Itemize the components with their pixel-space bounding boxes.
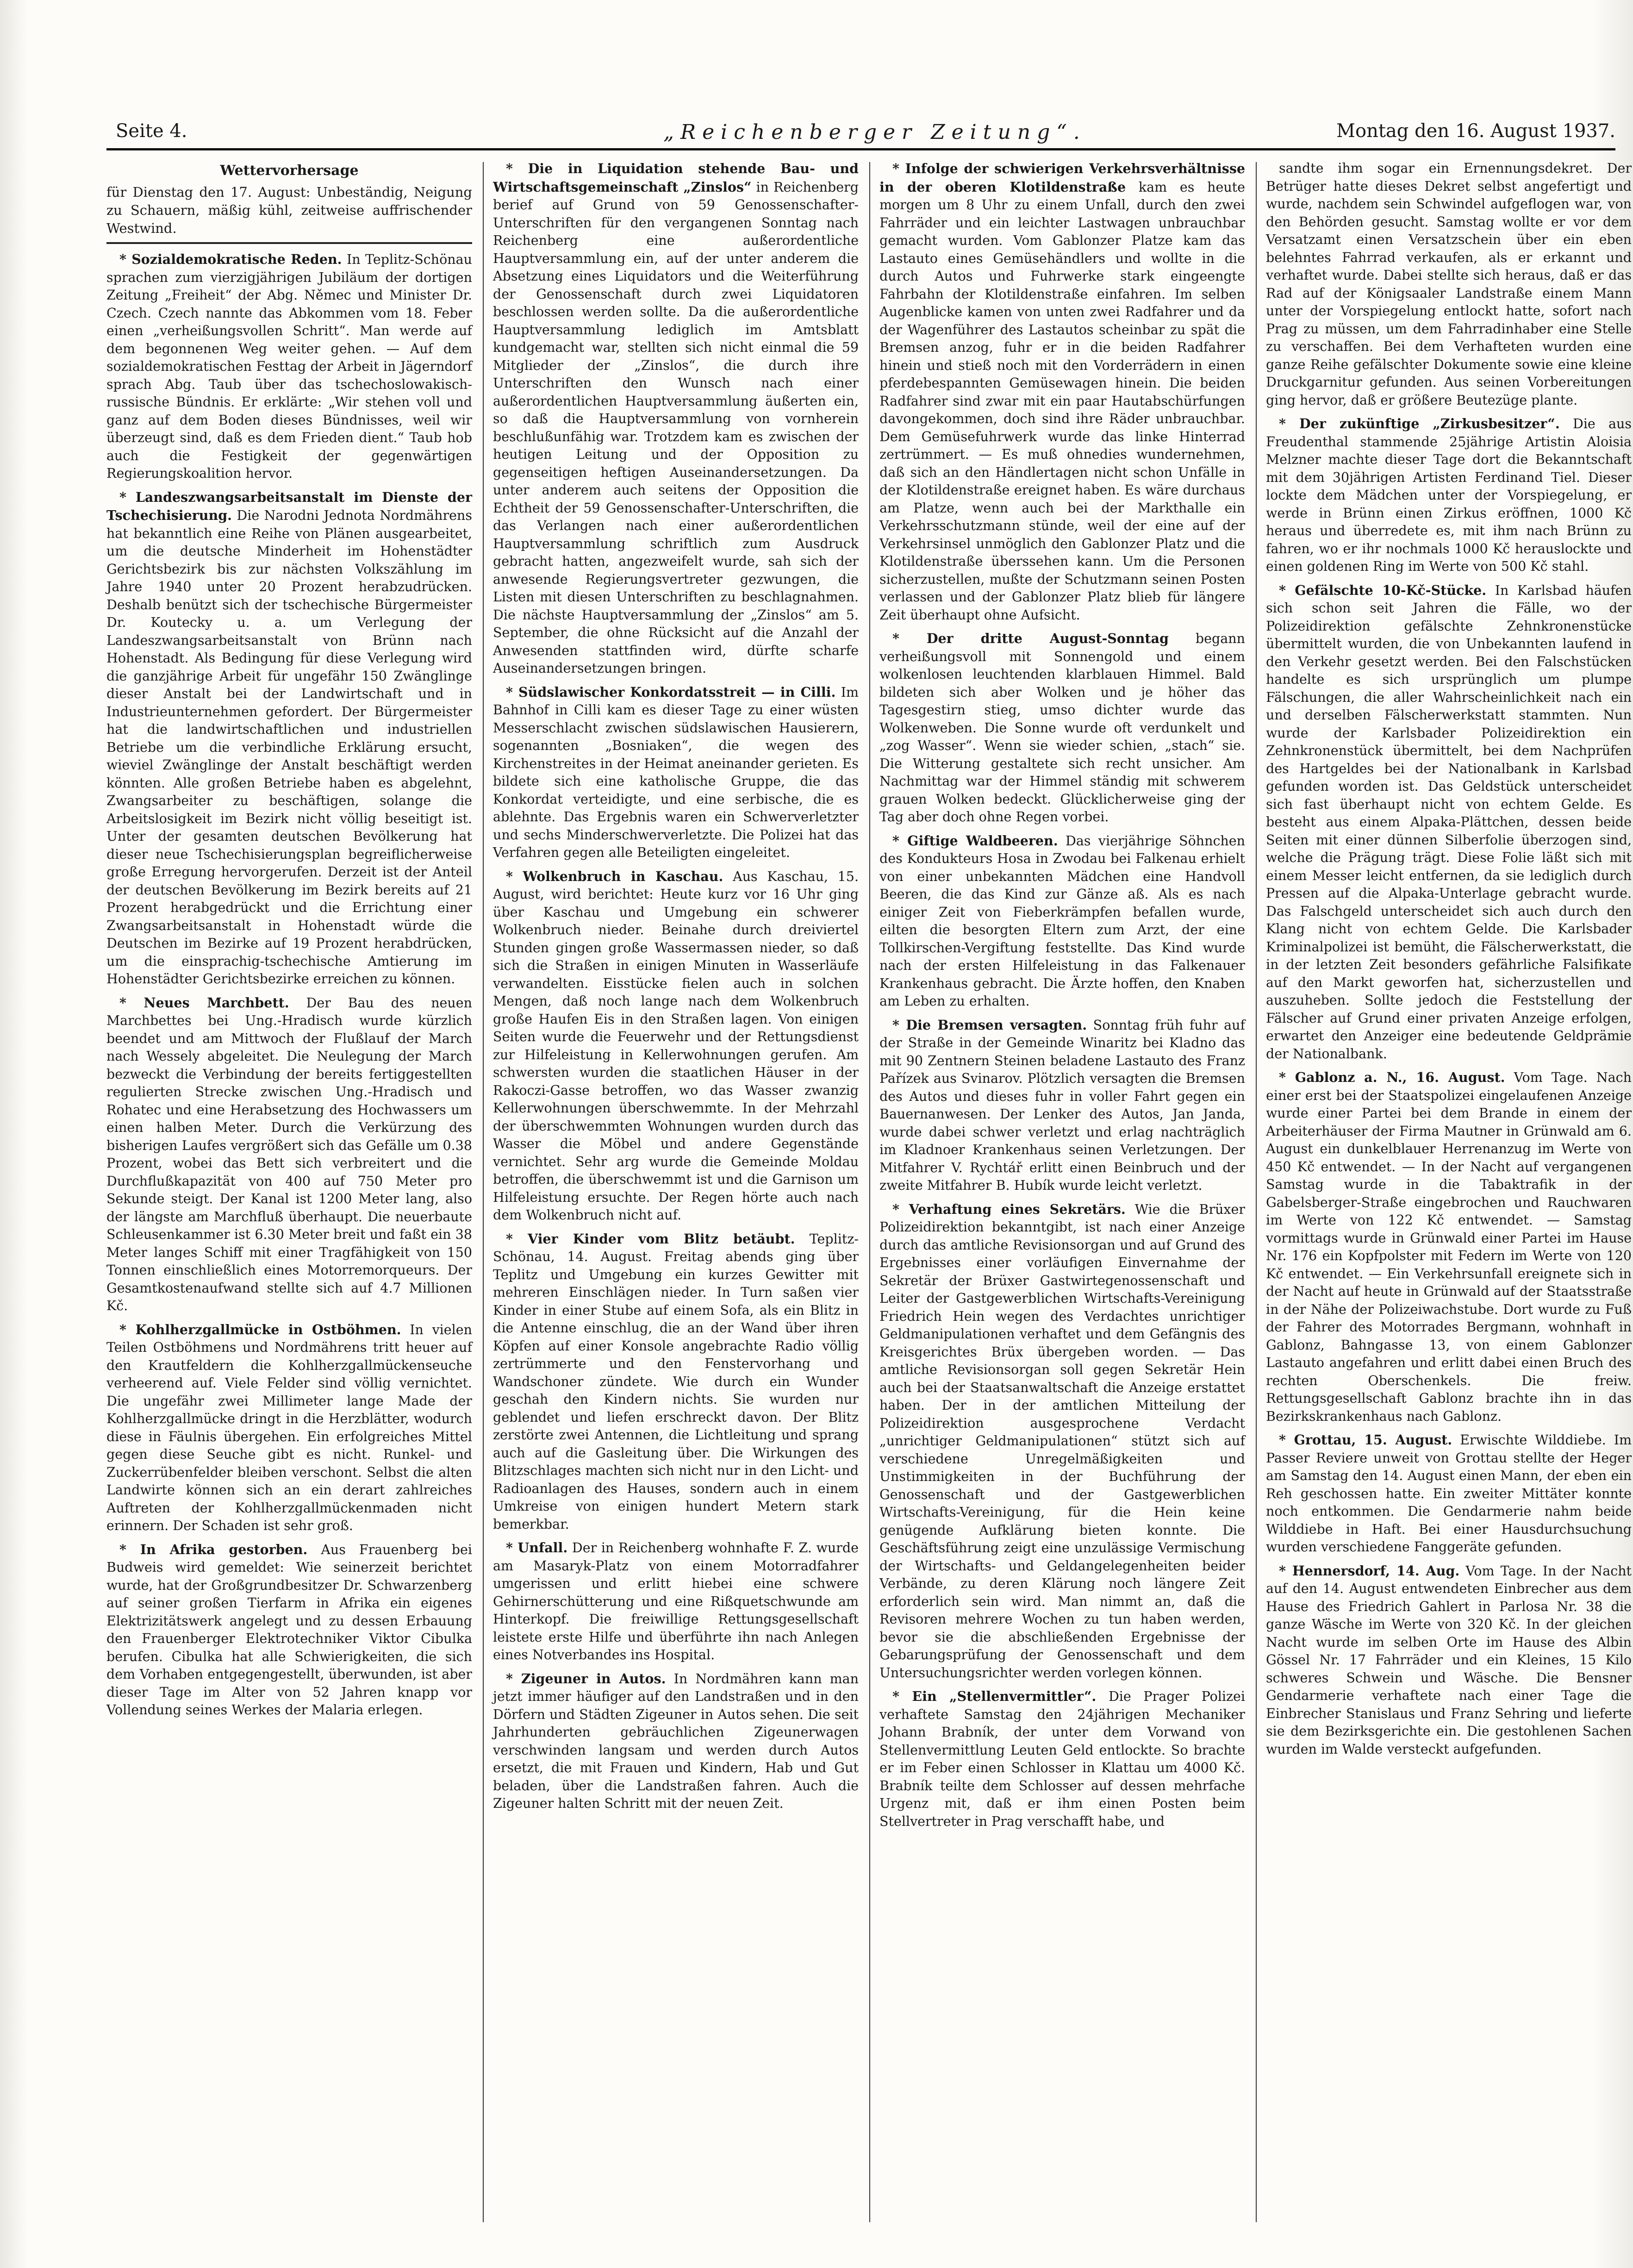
- article-body: In Teplitz-Schönau sprachen zum vierzigjährigen Jubiläum der dortigen Zeitung „Freiheit“ der Abg. Němec und Minister Dr. Czech. Czech nannte das Abkommen vom 18. Feber einen „verheißungsvollen Schritt“. Man werde auf dem begonnenen Weg weiter gehen. — Auf dem sozialdemokratischen Festtag der Arbeit in Jägerndorf sprach Abg. Taub über das tschechoslowakisch-russische Bündnis. Er erklärte: „Wir stehen voll und ganz auf dem Boden dieses Bündnisses, weil wir überzeugt sind, daß es dem Frieden dient.“ Taub hob auch die Festigkeit der gegenwärtigen Regierungskoalition hervor.: [106, 252, 472, 481]
- article-paragraph: [1266, 581, 1632, 1063]
- article-body: In Nordmähren kann man jetzt immer häufiger auf den Landstraßen und in den Dörfern und Städten Zigeuner in Autos sehen. Die seit Jahrhunderten gebräuchlichen Zigeunerwagen verschwinden langsam und werden durch Autos ersetzt, die mit Frauen und Kindern, Hab und Gut beladen, über die Landstraßen fahren. Auch die Zigeuner halten Schritt mit der neuen Zeit.: [493, 1671, 859, 1811]
- article-headline: * Südslawischer Konkordatsstreit — in Cilli.: [506, 684, 836, 700]
- header-rule: [106, 148, 1615, 150]
- article-body: Der in Reichenberg wohnhafte F. Z. wurde am Masaryk-Platz von einem Motorradfahrer umgerissen und erlitt hiebei eine schwere Gehirnerschütterung und eine Rißquetschwunde am Hinterkopf. Die freiwillige Rettungsgesellschaft leistete erste Hilfe und überführte ihn nach Anlegen eines Notverbandes ins Hospital.: [493, 1540, 859, 1662]
- article-body: kam es heute morgen um 8 Uhr zu einem Unfall, durch den zwei Fahrräder und ein leichter Lastwagen unbrauchbar gemacht wurden. Vom Gablonzer Platze kam das Lastauto eines Gemüsehändlers und wollte in die durch Autos und Fuhrwerke stark eingeengte Fahrbahn der Klotildenstraße einfahren. Im selben Augenblicke kamen von unten zwei Radfahrer und da der Wagenführer des Lastautos scheinbar zu spät die Bremsen anzog, fuhr er in die beiden Radfahrer hinein und stieß noch mit den Vorderrädern in einen pferdebespannten Gemüsewagen hinein. Die beiden Radfahrer sind zwar mit ein paar Hautabschürfungen davongekommen, doch sind ihre Räder unbrauchbar. Dem Gemüsefuhrwerk wurde das linke Hinterrad zertrümmert. — Es muß ohnedies wundernehmen, daß sich an den Händlertagen nicht schon Unfälle in der Klotildenstraße ereignet haben. Es wäre durchaus am Platze, wenn auch bei der Markthalle ein Verkehrsschutzmann stünde, weil der eine auf der Verkehrsinsel unmöglich den Gablonzer Platz und die Klotildenstraße überssehen kann. Um die Personen sicherzustellen, mußte der Schutzmann seinen Posten verlassen und der Gablonzer Platz blieb für längere Zeit überhaupt ohne Aufsicht.: [879, 179, 1245, 623]
- article-paragraph: [493, 683, 859, 862]
- article-headline: * Hennersdorf, 14. Aug.: [1279, 1562, 1460, 1579]
- article-headline: * Der dritte August-Sonntag: [892, 631, 1169, 646]
- article-paragraph: [493, 1670, 859, 1813]
- article-body: Im Bahnhof in Cilli kam es dieser Tage zu einer wüsten Messerschlacht zwischen südslawischen Hausierern, sogenannten „Bosniaken“, die wegen des Kirchenstreites in der Heimat aneinander gerieten. Es bildete sich eine katholische Gruppe, die das Konkordat verteidigte, und eine serbische, die es ablehnte. Das Ergebnis waren ein Schwerverletzter und sechs Minderschwerverletzte. Die Polizei hat das Verfahren gegen alle Beteiligten eingeleitet.: [493, 684, 859, 860]
- article-paragraph: [493, 160, 859, 678]
- article-headline: * Gefälschte 10-Kč-Stücke.: [1279, 582, 1487, 598]
- column-2: [493, 160, 859, 1818]
- article-headline: * Gablonz a. N., 16. August.: [1279, 1069, 1505, 1085]
- article-headline: * Giftige Waldbeeren.: [892, 832, 1058, 849]
- article-body: Wie die Brüxer Polizeidirektion bekanntgibt, ist nach einer Anzeige durch das amtliche Revisionsorgan und auf Grund des Ergebnisses einer vorläufigen Einvernahme der Sekretär der Brüxer Gastwirtegenossenschaft und Leiter der Gastgewerblichen Wirtschafts-Vereinigung Friedrich Hein wegen des Verdachtes unrichtiger Geldmanipulationen verhaftet und dem Gefängnis des Kreisgerichtes Brüx übergeben worden. — Das amtliche Revisionsorgan soll gegen Sekretär Hein auch bei der Staatsanwaltschaft die Anzeige erstattet haben. Der in der amtlichen Mitteilung der Polizeidirektion ausgesprochene Verdacht „unrichtiger Geldmanipulationen“ stützt sich auf verschiedene Unregelmäßigkeiten und Unstimmigkeiten in der Buchführung der Genossenschaft und der Gastgewerblichen Wirtschafts-Vereinigung, für die Hein keine genügende Aufklärung bieten konnte. Die Geschäftsführung zeigt eine unzulässige Vermischung der Wirtschafts- und Geldangelegenheiten beider Verbände, zu deren Klärung noch längere Zeit erforderlich sein wird. Man nimmt an, daß die Revisoren mehrere Wochen zu tun haben werden, bevor sie die abschließenden Ergebnisse der Gebarungsprüfung der Genossenschaft und dem Untersuchungsrichter werden vorlegen können.: [879, 1201, 1245, 1681]
- article-paragraph: [1266, 415, 1632, 576]
- column-4: [1266, 160, 1632, 1764]
- article-body: Teplitz-Schönau, 14. August. Freitag abends ging über Teplitz und Umgebung ein kurzes Gewitter mit mehreren Einschlägen nieder. In Turn saßen vier Kinder in einer Stube auf einem Sofa, als ein Blitz in die Antenne einschlug, die an der Wand über ihren Köpfen auf einer Konsole angebrachte Radio völlig zertrümmerte und den Fenstervorhang und Wandschoner zündete. Wie durch ein Wunder geschah den Kindern nichts. Sie wurden nur geblendet und liefen erschreckt davon. Der Blitz zerstörte zwei Antennen, die Lichtleitung und sprang auch auf die Gasleitung über. Die Wirkungen des Blitzschlages machten sich nicht nur in den Licht- und Radioanlagen des Hauses, sondern auch in einem Umkreise von einigen hundert Metern stark bemerkbar.: [493, 1231, 859, 1532]
- article-body: Vom Tage. Nach einer erst bei der Staatspolizei eingelaufenen Anzeige wurde einer Partei bei dem Brande in einem der Arbeiterhäuser der Firma Mautner in Grünwald am 6. August ein dunkelblauer Herrenanzug im Werte von 450 Kč entwendet. — In der Nacht auf vergangenen Samstag wurde in die Tabaktrafik in der Gabelsberger-Straße eingebrochen und Rauchwaren im Werte von 122 Kč entwendet. — Samstag vormittags wurde in Grünwald einer Partei im Hause Nr. 176 ein Kopfpolster mit Federn im Werte von 120 Kč entwendet. — Ein Verkehrsunfall ereignete sich in der Nacht auf heute in Grünwald auf der Staatsstraße in der Nähe der Polizeiwachstube. Dort wurde zu Fuß der Fahrer des Motorrades Bergmann, wohnhaft in Gablonz, Bahngasse 13, von einem Gablonzer Lastauto angefahren und erlitt dabei einen Bruch des rechten Oberschenkels. Die freiw. Rettungsgesellschaft Gablonz brachte ihn in das Bezirkskrankenhaus nach Gablonz.: [1266, 1070, 1632, 1424]
- article-body: begann verheißungsvoll mit Sonnengold und einem wolkenlosen leuchtenden klarblauen Himmel. Bald bildeten sich aber Wolken und je höher das Tagesgestirn stieg, umso dichter wurde das Wolkenweben. Die Sonne wurde oft verdunkelt und „zog Wasser“. Wenn sie wieder schien, „stach“ sie. Die Witterung gestaltete sich recht unsicher. Am Nachmittag war der Himmel ständig mit schwerem grauen Wolken bedeckt. Glücklicherweise ging der Tag aber doch ohne Regen vorbei.: [879, 631, 1245, 825]
- article-body: Vom Tage. In der Nacht auf den 14. August entwendeten Einbrecher aus dem Hause des Friedrich Gahlert in Parlosa Nr. 38 die ganze Wäsche im Werte von 320 Kč. In der gleichen Nacht wurde im selben Orte im Hause des Albin Gössel Nr. 17 Fahrräder und ein Kleines, 15 Kilo schweres Schwein und Wäsche. Die Bensner Gendarmerie verhaftete nach einer Tage die Einbrecher Stanislaus und Franz Sehring und lieferte sie dem Bezirksgerichte ein. Die gestohlenen Sachen wurden im Walde versteckt aufgefunden.: [1266, 1563, 1632, 1757]
- article-paragraph: [879, 1200, 1245, 1682]
- article-paragraph: [1266, 160, 1632, 409]
- article-paragraph: [106, 250, 472, 483]
- article-body: In vielen Teilen Ostböhmens und Nordmährens tritt heuer auf den Krautfeldern die Kohlherzgallmückenseuche verheerend auf. Viele Felder sind völlig vernichtet. Die ungefähr zwei Millimeter lange Made der Kohlherzgallmücke dringt in die Herzblätter, wodurch diese in Fäulnis übergehen. Ein erfolgreiches Mittel gegen diese Seuche gibt es nicht. Runkel- und Zuckerrübenfelder bleiben verschont. Selbst die alten Landwirte können sich an ein derart zahlreiches Auftreten der Kohlherzgallmückenmaden nicht erinnern. Der Schaden ist sehr groß.: [106, 1322, 472, 1533]
- page-number: Seite 4.: [116, 120, 187, 142]
- article-paragraph: [493, 1539, 859, 1664]
- article-paragraph: [1266, 1562, 1632, 1759]
- article-paragraph: [106, 1541, 472, 1719]
- article-headline: * In Afrika gestorben.: [119, 1541, 308, 1557]
- column-separator: [869, 162, 870, 2222]
- page-header: [106, 120, 1615, 157]
- article-paragraph: [879, 160, 1245, 624]
- article-headline: * Ein „Stellenvermittler“.: [892, 1688, 1097, 1704]
- newspaper-page: [106, 93, 1632, 2227]
- weather-rule: [106, 242, 472, 244]
- article-body: Die Prager Polizei verhaftete Samstag den 24jährigen Mechaniker Johann Brabník, der unter dem Vorwand von Stellenvermittlung Leuten Geld entlockte. So brachte er im Feber einen Schlosser in Klattau um 4000 Kč. Brabník teilte dem Schlosser auf dessen mehrfache Urgenz mit, daß er ihm einen Posten beim Stellvertreter in Prag verschafft habe, und: [879, 1689, 1245, 1829]
- article-headline: * Sozialdemokratische Reden.: [119, 251, 342, 267]
- article-headline: * Neues Marchbett.: [119, 994, 289, 1011]
- weather-title: Wettervorhersage: [220, 162, 359, 179]
- article-headline: * Landeszwangsarbeitsanstalt im Dienste der Tschechisierung.: [106, 489, 472, 523]
- article-headline: * Kohlherzgallmücke in Ostböhmen.: [119, 1321, 401, 1337]
- article-body: Aus Kaschau, 15. August, wird berichtet: Heute kurz vor 16 Uhr ging über Kaschau und Umgebung ein schwerer Wolkenbruch nieder. Beinahe durch dreiviertel Stunden gingen große Wassermassen nieder, so daß sich die Straßen in einigen Minuten in Wasserläufe verwandelten. Eisstücke fielen auch in solchen Mengen, daß noch lange nach dem Wolkenbruch große Haufen Eis in den Straßen lagen. Von einigen Seiten wurde die Feuerwehr und der Rettungsdienst zur Hilfeleistung in Kellerwohnungen gerufen. Am schwersten wurden die staatlichen Häuser in der Rakoczi-Gasse betroffen, wo das Wasser zwanzig Kellerwohnungen überschwemmte. In der Mehrzahl der überschwemmten Wohnungen wurden durch das Wasser die Möbel und andere Gegenstände vernichtet. Sehr arg wurde die Gemeinde Moldau betroffen, die überschwemmt ist und die Garnison um Hilfeleistung ersuchte. Der Regen hörte auch nach dem Wolkenbruch nicht auf.: [493, 868, 859, 1223]
- article-paragraph: [493, 868, 859, 1225]
- article-paragraph: [879, 832, 1245, 1011]
- article-paragraph: [1266, 1431, 1632, 1556]
- article-paragraph: [879, 630, 1245, 826]
- article-body: In Karlsbad häufen sich schon seit Jahren die Fälle, wo der Polizeidirektion gefälschte Zehnkronenstücke übermittelt wurden, die von Unbekannten laufend in den Verkehr gesetzt werden. Bei den Falschstücken handelte es sich ursprünglich um plumpe Fälschungen, die aller Wahrscheinlichkeit nach ein und derselben Fälscherwerkstatt stammten. Nun wurde der Karlsbader Polizeidirektion ein Zehnkronenstück übermittelt, bei dem Nachprüfen des Hartgeldes bei der Nationalbank in Karlsbad gefunden worden ist. Das Geldstück unterscheidet sich fast überhaupt nicht von echtem Gelde. Es besteht aus einem Alpaka-Plättchen, dessen beide Seiten mit einer dünnen Silberfolie überzogen sind, welche die Prägung trägt. Diese Folie läßt sich mit einem Messer leicht entfernen, da sie lediglich durch Pressen auf die Alpaka-Unterlage gebracht wurde. Das Falschgeld unterscheidet sich auch durch den Klang nicht von echtem Gelde. Die Karlsbader Kriminalpolizei ist bemüht, die Fälscherwerkstatt, die in der letzten Zeit besonders gefährliche Falsifikate auf den Markt geworfen hat, sicherzustellen und auszuheben. Sollte jedoch die Feststellung der Fälscher auf Grund einer privaten Anzeige erfolgen, erwartet den Anzeiger eine bedeutende Geldprämie der Nationalbank.: [1266, 582, 1632, 1062]
- article-paragraph: [106, 994, 472, 1315]
- article-paragraph: [106, 488, 472, 988]
- article-paragraph: [493, 1230, 859, 1534]
- article-paragraph: [106, 1321, 472, 1535]
- article-body: Das vierjährige Söhnchen des Kondukteurs Hosa in Zwodau bei Falkenau erhielt von einer unbekannten Mädchen eine Handvoll Beeren, die das Kind zur Gänze aß. Als es nach einiger Zeit von Fieberkrämpfen befallen wurde, eilten die besorgten Eltern zum Arzt, der eine Tollkirschen-Vergiftung feststellte. Das Kind wurde nach der ersten Hilfeleistung in das Falkenauer Krankenhaus gebracht. Die Ärzte hoffen, den Knaben am Leben zu erhalten.: [879, 833, 1245, 1009]
- article-body: Aus Frauenberg bei Budweis wird gemeldet: Wie seinerzeit berichtet wurde, hat der Großgrundbesitzer Dr. Schwarzenberg auf seiner großen Tierfarm in Afrika ein eigenes Elektrizitätswerk angelegt und zu dessen Erbauung den Frauenberger Elektrotechniker Viktor Cibulka berufen. Cibulka hat alle Schwierigkeiten, die sich dem Vorhaben entgegengestellt, überwunden, ist aber dieser Tage im Alter von 52 Jahren knapp vor Vollendung seines Werkes der Malaria erlegen.: [106, 1542, 472, 1718]
- newspaper-title: „Reichenberger Zeitung“.: [663, 120, 1086, 144]
- article-paragraph: [1266, 1068, 1632, 1425]
- article-headline: * Infolge der schwierigen Verkehrsverhältnisse in der oberen Klotildenstraße: [879, 161, 1245, 195]
- article-body: Die Narodni Jednota Nordmährens hat bekanntlich eine Reihe von Plänen ausgearbeitet, um die deutsche Minderheit im Hohenstädter Gerichtsbezirk bis zur nächsten Volkszählung im Jahre 1940 unter 20 Prozent herabzudrücken. Deshalb benützt sich der tschechische Bürgermeister Dr. Koutecky u. a. um Verlegung der Landeszwangsarbeitsanstalt von Brünn nach Hohenstadt. Als Bedingung für diese Verlegung wird die ganzjährige Arbeit für ungefähr 150 Zwänglinge dieser Anstalt bei der Landwirtschaft und in Industrieunternehmen gefordert. Der Bürgermeister hat die landwirtschaftlichen und industriellen Betriebe um die verbindliche Erklärung ersucht, wieviel Zwänglinge der Anstalt beschäftigt werden könnten. Alle großen Betriebe haben es abgelehnt, Zwangsarbeiter zu beschäftigen, solange die Arbeitslosigkeit im Bezirk nicht völlig beseitigt ist. Unter der gesamten deutschen Bevölkerung hat dieser neue Tschechisierungsplan begreiflicherweise große Erregung hervorgerufen. Derzeit ist der Anteil der deutschen Bevölkerung im Bezirk bereits auf 21 Prozent herabgedrückt und die Errichtung einer Zwangsarbeitsanstalt in Hohenstadt würde die Deutschen im Bezirke auf 19 Prozent herabdrücken, um die einsprachig-tschechische Amtierung im Hohenstädter Gerichtsbezirke erreichen zu können.: [106, 508, 472, 987]
- article-body: Erwischte Wilddiebe. Im Passer Reviere unweit von Grottau stellte der Heger am Samstag den 14. August einen Mann, der eben ein Reh geschossen hatte. Ein zweiter Mittäter konnte noch entkommen. Die Gendarmerie nahm beide Wilddiebe in Haft. Bei einer Hausdurchsuchung wurden verschiedene Fanggeräte gefunden.: [1266, 1432, 1632, 1555]
- article-headline: * Zigeuner in Autos.: [506, 1670, 666, 1687]
- article-headline: * Grottau, 15. August.: [1279, 1432, 1452, 1448]
- article-headline: * Unfall.: [506, 1540, 568, 1556]
- article-paragraph: [879, 1687, 1245, 1831]
- article-paragraph: [879, 1016, 1245, 1195]
- article-body: Der Bau des neuen Marchbettes bei Ung.-Hradisch wurde kürzlich beendet und am Mittwoch der Flußlauf der March nach Wessely abgeleitet. Die Neulegung der March bezweckt die Verbindung der bereits fertiggestellten regulierten Strecke zwischen Ung.-Hradisch und Rohatec und eine Herabsetzung des Hochwassers um einen halben Meter. Durch die Verkürzung des bisherigen Laufes vergrößert sich das Gefälle um 0.38 Prozent, wobei das Bett sich verbreitert und die Durchflußkapazität von 400 auf 750 Meter pro Sekunde steigt. Der Kanal ist 1200 Meter lang, also der längste am Marchfluß überhaupt. Die neuerbaute Schleusenkammer ist 6.30 Meter breit und faßt ein 38 Meter langes Schiff mit einer Tragfähigkeit von 150 Tonnen einschließlich eines Motorremorqueurs. Der Gesamtkostenaufwand stellte sich auf 4.7 Millionen Kč.: [106, 995, 473, 1313]
- column-3: [879, 160, 1245, 1836]
- article-headline: * Vier Kinder vom Blitz betäubt.: [506, 1231, 795, 1247]
- column-separator: [1256, 162, 1257, 2222]
- weather-text: für Dienstag den 17. August: Unbeständig, Neigung zu Schauern, mäßig kühl, zeitweise auffrischender Westwind.: [106, 184, 472, 236]
- article-headline: * Die Bremsen versagten.: [892, 1017, 1087, 1033]
- column-1: [106, 160, 472, 1725]
- article-headline: * Die in Liquidation stehende Bau- und Wirtschaftsgemeinschaft „Zinslos“: [493, 161, 859, 195]
- article-body: Sonntag früh fuhr auf der Straße in der Gemeinde Winaritz bei Kladno das mit 90 Zentnern Steinen beladene Lastauto des Franz Pařízek aus Svinarov. Plötzlich versagten die Bremsen des Autos und dieses fuhr in voller Fahrt gegen ein Bauernanwesen. Der Lenker des Autos, Jan Janda, wurde dabei schwer verletzt und erlag nachträglich im Kladnoer Krankenhaus seinen Verletzungen. Der Mitfahrer V. Rychtář erlitt einen Beinbruch und der zweite Mitfahrer B. Hubík wurde leicht verletzt.: [879, 1017, 1245, 1193]
- issue-date: Montag den 16. August 1937.: [1336, 120, 1615, 142]
- article-body: Die aus Freudenthal stammende 25jährige Artistin Aloisia Melzner machte dieser Tage dort die Bekanntschaft mit dem 30jährigen Artisten Ferdinand Tiel. Dieser lockte dem Mädchen unter der Vorspiegelung, er werde in Brünn einen Zirkus eröffnen, 1000 Kč heraus und überredete es, mit ihm nach Brünn zu fahren, wo er ihr nochmals 1000 Kč herauslockte und einen goldenen Ring im Werte von 500 Kč stahl.: [1266, 416, 1632, 574]
- article-headline: * Verhaftung eines Sekretärs.: [892, 1201, 1126, 1217]
- article-headline: * Der zukünftige „Zirkusbesitzer“.: [1279, 416, 1560, 431]
- column-separator: [483, 162, 484, 2222]
- article-body: in Reichenberg berief auf Grund von 59 Genossenschafter-Unterschriften für den vergangenen Sonntag nach Reichenberg eine außerordentliche Hauptversammlung ein, auf der unter anderem die Absetzung eines Liquidators und die Weiterführung der Genossenschaft durch zwei Liquidatoren beschlossen werden sollte. Da die außerordentliche Hauptversammlung lediglich im Amtsblatt kundgemacht war, stellten sich nicht einmal die 59 Mitglieder der „Zinslos“, die durch ihre Unterschriften den Wunsch nach einer außerordentlichen Hauptversammlung äußerten ein, so daß die Hauptversammlung von vornherein beschlußunfähig war. Trotzdem kam es zwischen der heutigen Leitung und der Opposition zu gegenseitigen heftigen Auseinandersetzungen. Da unter anderem auch seitens der Opposition die Echtheit der 59 Genossenschafter-Unterschriften, die das Verlangen nach einer außerordentlichen Hauptversammlung schriftlich zum Ausdruck gebracht hatten, angezweifelt wurde, sah sich der anwesende Regierungsvertreter gezwungen, die Listen mit diesen Unterschriften zu beschlagnahmen. Die nächste Hauptversammlung der „Zinslos“ am 5. September, die ohne Rücksicht auf die Anzahl der Anwesenden stattfinden wird, dürfte scharfe Auseinandersetzungen bringen.: [493, 179, 859, 676]
- article-headline: * Wolkenbruch in Kaschau.: [506, 868, 723, 884]
- article-body: sandte ihm sogar ein Ernennungsdekret. Der Betrüger hatte dieses Dekret selbst angefertigt und wurde, nachdem sein Schwindel aufgeflogen war, von den Behörden gesucht. Samstag wollte er vor dem Versatzamt einen Versatzschein über ein eben belehntes Fahrrad verkaufen, als er erkannt und verhaftet wurde. Dabei stellte sich heraus, daß er das Rad auf der Königsaaler Landstraße einem Mann unter der Vorspiegelung entlockt hatte, sofort nach Prag zu müssen, um dem Fahrradinhaber eine Stelle zu verschaffen. Bei dem Verhafteten wurden eine ganze Reihe gefälschter Dokumente sowie eine kleine Druckgarnitur gefunden. Aus seinen Vorbereitungen ging hervor, daß er größere Beutezüge plante.: [1266, 161, 1632, 408]
